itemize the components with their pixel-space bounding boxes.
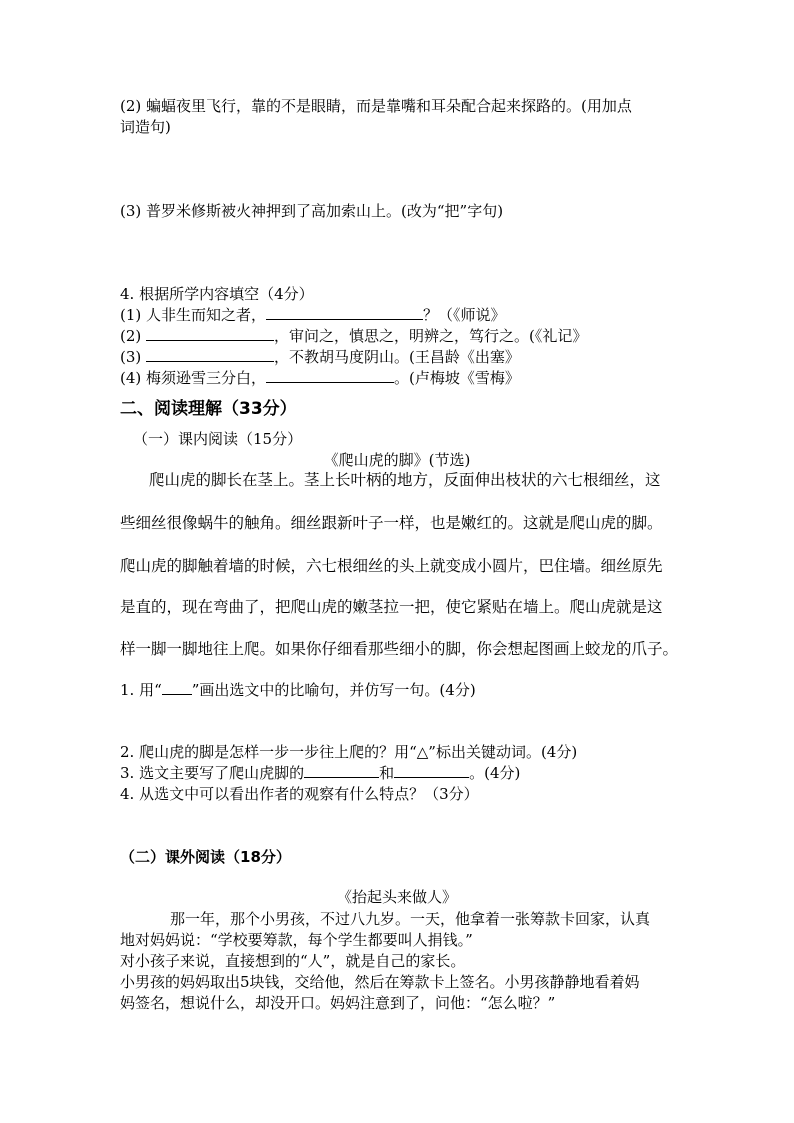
part-1-heading: （一）课内阅读（15分） (133, 430, 303, 448)
reading-question-3 (120, 763, 520, 783)
answer-blank-5[interactable] (304, 763, 379, 778)
answer-blank-4[interactable] (266, 368, 394, 383)
fill-in-2-prefix: (2) (120, 327, 147, 345)
fill-in-line-1 (120, 305, 506, 325)
reading-q3-prefix: 3. 选文主要写了爬山虎脚的 (120, 764, 305, 782)
story-line-4: 小男孩的妈妈取出5块钱，交给他，然后在筹款卡上签名。小男孩静静地看着妈 (120, 973, 640, 991)
reading-q1-prefix: 1. 用“ (120, 681, 162, 699)
fill-in-2-suffix: ，审问之，慎思之，明辨之，笃行之。(《礼记》 (274, 327, 588, 345)
reading-question-4: 4. 从选文中可以看出作者的观察有什么特点？（3分） (120, 785, 479, 803)
story-title: 《抬起头来做人》 (336, 888, 457, 906)
underline-sample (162, 681, 192, 695)
fill-in-1-suffix: ？（《师说》 (423, 306, 506, 324)
fill-in-line-4 (120, 368, 520, 388)
passage-line-1: 爬山虎的脚长在茎上。茎上长叶柄的地方，反面伸出枝状的六七根细丝，这 (149, 471, 661, 489)
fill-in-title: 4. 根据所学内容填空（4分） (120, 285, 314, 303)
passage-title: 《爬山虎的脚》(节选) (323, 451, 471, 469)
section-2-heading: 二、阅读理解（33分） (120, 399, 297, 419)
story-line-1: 那一年，那个小男孩，不过八九岁。一天，他拿着一张筹款卡回家，认真 (170, 910, 651, 928)
fill-in-3-prefix: (3) (120, 348, 147, 366)
passage-line-2: 些细丝很像蜗牛的触角。细丝跟新叶子一样，也是嫩红的。这就是爬山虎的脚。 (120, 514, 663, 532)
question-2-line-2: 词造句) (120, 118, 171, 136)
fill-in-line-3 (120, 347, 520, 367)
answer-blank-2[interactable] (146, 326, 274, 341)
reading-q3-suffix: 。(4分) (469, 764, 521, 782)
question-2-line-1: (2) 蝙蝠夜里飞行，靠的不是眼睛，而是靠嘴和耳朵配合起来探路的。(用加点 (120, 97, 632, 115)
answer-blank-1[interactable] (266, 305, 423, 320)
story-line-3: 对小孩子来说，直接想到的“人”，就是自己的家长。 (120, 952, 466, 970)
story-line-5: 妈签名，想说什么，却没开口。妈妈注意到了，问他：“怎么啦？” (120, 994, 556, 1012)
reading-q1-suffix: ”画出选文中的比喻句，并仿写一句。(4分) (191, 681, 476, 699)
passage-line-3: 爬山虎的脚触着墙的时候，六七根细丝的头上就变成小圆片，巴住墙。细丝原先 (120, 557, 663, 575)
reading-q3-middle: 和 (379, 764, 395, 782)
answer-blank-6[interactable] (394, 763, 469, 778)
fill-in-4-suffix: 。(卢梅坡《雪梅》 (394, 369, 520, 387)
passage-line-4: 是直的，现在弯曲了，把爬山虎的嫩茎拉一把，使它紧贴在墙上。爬山虎就是这 (120, 598, 663, 616)
fill-in-1-prefix: (1) 人非生而知之者， (120, 306, 267, 324)
question-3-text: (3) 普罗米修斯被火神押到了高加索山上。(改为“把”字句) (120, 202, 504, 220)
fill-in-line-2 (120, 326, 587, 346)
part-2-heading: （二）课外阅读（18分） (120, 848, 291, 866)
fill-in-4-prefix: (4) 梅须逊雪三分白， (120, 369, 267, 387)
passage-line-5: 样一脚一脚地往上爬。如果你仔细看那些细小的脚，你会想起图画上蛟龙的爪子。 (120, 640, 679, 658)
fill-in-3-suffix: ，不教胡马度阴山。(王昌龄《出塞》 (274, 348, 520, 366)
reading-question-1 (120, 680, 476, 700)
answer-blank-3[interactable] (146, 347, 274, 362)
story-line-2: 地对妈妈说：“学校要筹款，每个学生都要叫人捐钱。” (120, 931, 473, 949)
reading-question-2: 2. 爬山虎的脚是怎样一步一步往上爬的？用“△”标出关键动词。(4分) (120, 743, 578, 761)
